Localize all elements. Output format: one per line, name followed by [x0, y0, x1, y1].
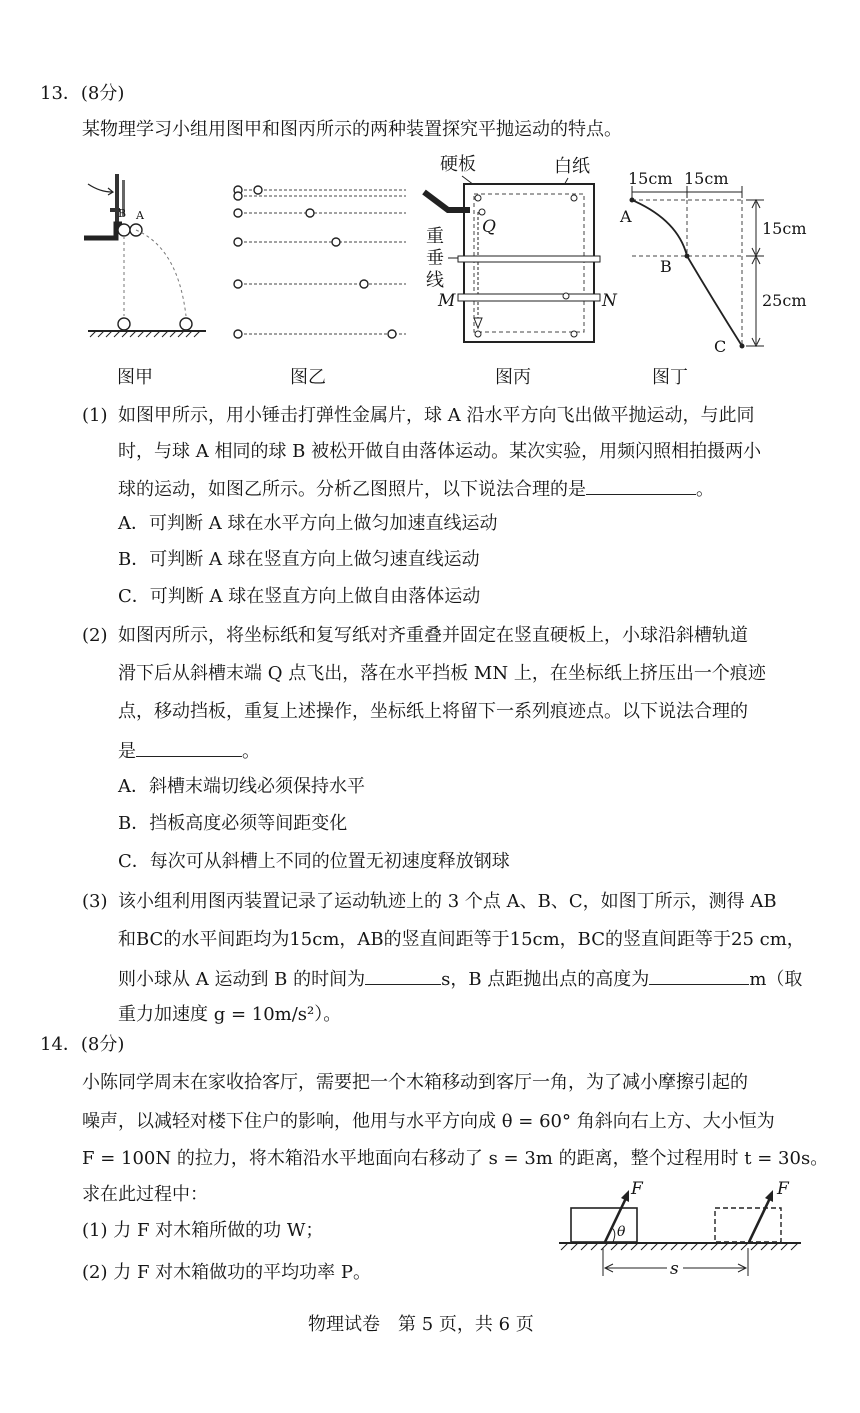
- q13-p1-option-c: C．可判断 A 球在竖直方向上做自由落体运动: [118, 586, 481, 607]
- figure-bing: [418, 150, 617, 350]
- q13-p3-line2: 和BC的水平间距均为15cm，AB的竖直间距等于15cm，BC的竖直间距等于25 cm，: [118, 929, 805, 950]
- q13-p1-option-b: B．可判断 A 球在竖直方向上做匀速直线运动: [118, 549, 480, 570]
- q13-p2-line4-pre: 是: [118, 741, 136, 762]
- q14-fig-s: s: [670, 1259, 679, 1279]
- q14-figure: [555, 1180, 805, 1280]
- q14-sub1: (1) 力 F 对木箱所做的功 W；: [82, 1220, 324, 1241]
- q14-fig-theta: θ: [617, 1224, 626, 1240]
- bing-plumb-1: 重: [426, 226, 444, 247]
- bing-plumb-2: 垂: [426, 248, 444, 269]
- q13-p2-option-c: C．每次可从斜槽上不同的位置无初速度释放钢球: [118, 851, 510, 872]
- caption-jia: 图甲: [117, 367, 153, 388]
- q14-sub2: (2) 力 F 对木箱做功的平均功率 P。: [82, 1262, 371, 1283]
- ding-label-c: C: [714, 337, 727, 356]
- q13-p3-line4: 重力加速度 g = 10m/s²）。: [118, 1004, 342, 1025]
- bing-label-n: N: [602, 291, 617, 311]
- ding-label-b: B: [660, 257, 672, 276]
- q13-p2-line3: 点，移动挡板，重复上述操作，坐标纸上将留下一系列痕迹点。以下说法合理的: [118, 701, 748, 722]
- bing-plumb-3: 线: [426, 270, 444, 291]
- bing-white-paper-label: 白纸: [554, 156, 590, 177]
- q13-header: 13．(8分): [40, 83, 125, 104]
- q14-fig-f-left: F: [631, 1179, 643, 1199]
- q13-p3-line3-c: m（取: [749, 969, 803, 990]
- q13-intro: 某物理学习小组用图甲和图丙所示的两种装置探究平抛运动的特点。: [82, 119, 622, 140]
- q13-p1-line1: 如图甲所示，用小锤击打弹性金属片，球 A 沿水平方向飞出做平抛运动，与此同: [118, 405, 755, 426]
- q13-p1-answer-blank[interactable]: [586, 476, 696, 495]
- bing-hardboard-label: 硬板: [440, 154, 476, 175]
- q13-p2-num: (2): [82, 625, 108, 646]
- page-footer: 物理试卷 第 5 页，共 6 页: [308, 1314, 534, 1335]
- bing-label-q: Q: [482, 217, 496, 237]
- q13-p3-line3: [118, 966, 802, 992]
- q13-p1-line2: 时，与球 A 相同的球 B 被松开做自由落体运动。某次实验，用频闪照相拍摄两小: [118, 441, 762, 462]
- bing-label-m: M: [438, 291, 456, 311]
- ding-dx2: 15cm: [684, 169, 729, 188]
- q13-p3-time-blank[interactable]: [365, 966, 441, 985]
- q13-p2-line4-post: 。: [242, 741, 260, 762]
- ding-dx1: 15cm: [628, 169, 673, 188]
- q13-p3-line3-a: 则小球从 A 运动到 B 的时间为: [118, 969, 366, 990]
- ding-dy2: 25cm: [762, 291, 807, 310]
- figure-yi: [224, 180, 414, 340]
- q14-header: 14．(8分): [40, 1034, 125, 1055]
- q13-p1-line3-pre: 球的运动，如图乙所示。分析乙图照片，以下说法合理的是: [118, 479, 586, 500]
- ding-label-a: A: [620, 207, 632, 226]
- caption-bing: 图丙: [495, 367, 531, 388]
- q13-p2-line1: 如图丙所示，将坐标纸和复写纸对齐重叠并固定在竖直硬板上，小球沿斜槽轨道: [118, 625, 748, 646]
- q13-p3-num: (3): [82, 891, 108, 912]
- q14-line1: 小陈同学周末在家收拾客厅，需要把一个木箱移动到客厅一角，为了减小摩擦引起的: [82, 1072, 748, 1093]
- q14-line3: F = 100N 的拉力，将木箱沿水平地面向右移动了 s = 3m 的距离，整个过程用时 t = 30s。: [82, 1148, 829, 1169]
- q14-line4: 求在此过程中：: [82, 1184, 208, 1205]
- q13-p3-height-blank[interactable]: [649, 966, 749, 985]
- q13-p2-answer-blank[interactable]: [136, 738, 242, 757]
- q13-p3-line3-b: s，B 点距抛出点的高度为: [441, 969, 650, 990]
- q14-fig-f-right: F: [777, 1179, 789, 1199]
- jia-label-a: A: [136, 209, 144, 222]
- q13-p3-line1: 该小组利用图丙装置记录了运动轨迹上的 3 个点 A、B、C，如图丁所示，测得 AB: [118, 891, 777, 912]
- ding-dy1: 15cm: [762, 219, 807, 238]
- caption-yi: 图乙: [290, 367, 326, 388]
- q14-line2: 噪声，以减轻对楼下住户的影响，他用与水平方向成 θ = 60° 角斜向右上方、大小恒为: [82, 1111, 775, 1132]
- q13-p2-option-a: A．斜槽末端切线必须保持水平: [118, 776, 365, 797]
- q13-p1-option-a: A．可判断 A 球在水平方向上做匀加速直线运动: [118, 513, 498, 534]
- q13-p2-line2: 滑下后从斜槽末端 Q 点飞出，落在水平挡板 MN 上，在坐标纸上挤压出一个痕迹: [118, 663, 766, 684]
- q13-p1-line3: [118, 476, 714, 502]
- figure-ding: [618, 160, 808, 355]
- q13-p2-option-b: B．挡板高度必须等间距变化: [118, 813, 348, 834]
- figure-jia: [78, 168, 218, 348]
- jia-label-b: B: [118, 207, 127, 220]
- q13-p1-num: (1): [82, 405, 108, 426]
- q13-p1-line3-post: 。: [696, 479, 714, 500]
- q13-p2-line4: [118, 738, 260, 764]
- caption-ding: 图丁: [652, 367, 688, 388]
